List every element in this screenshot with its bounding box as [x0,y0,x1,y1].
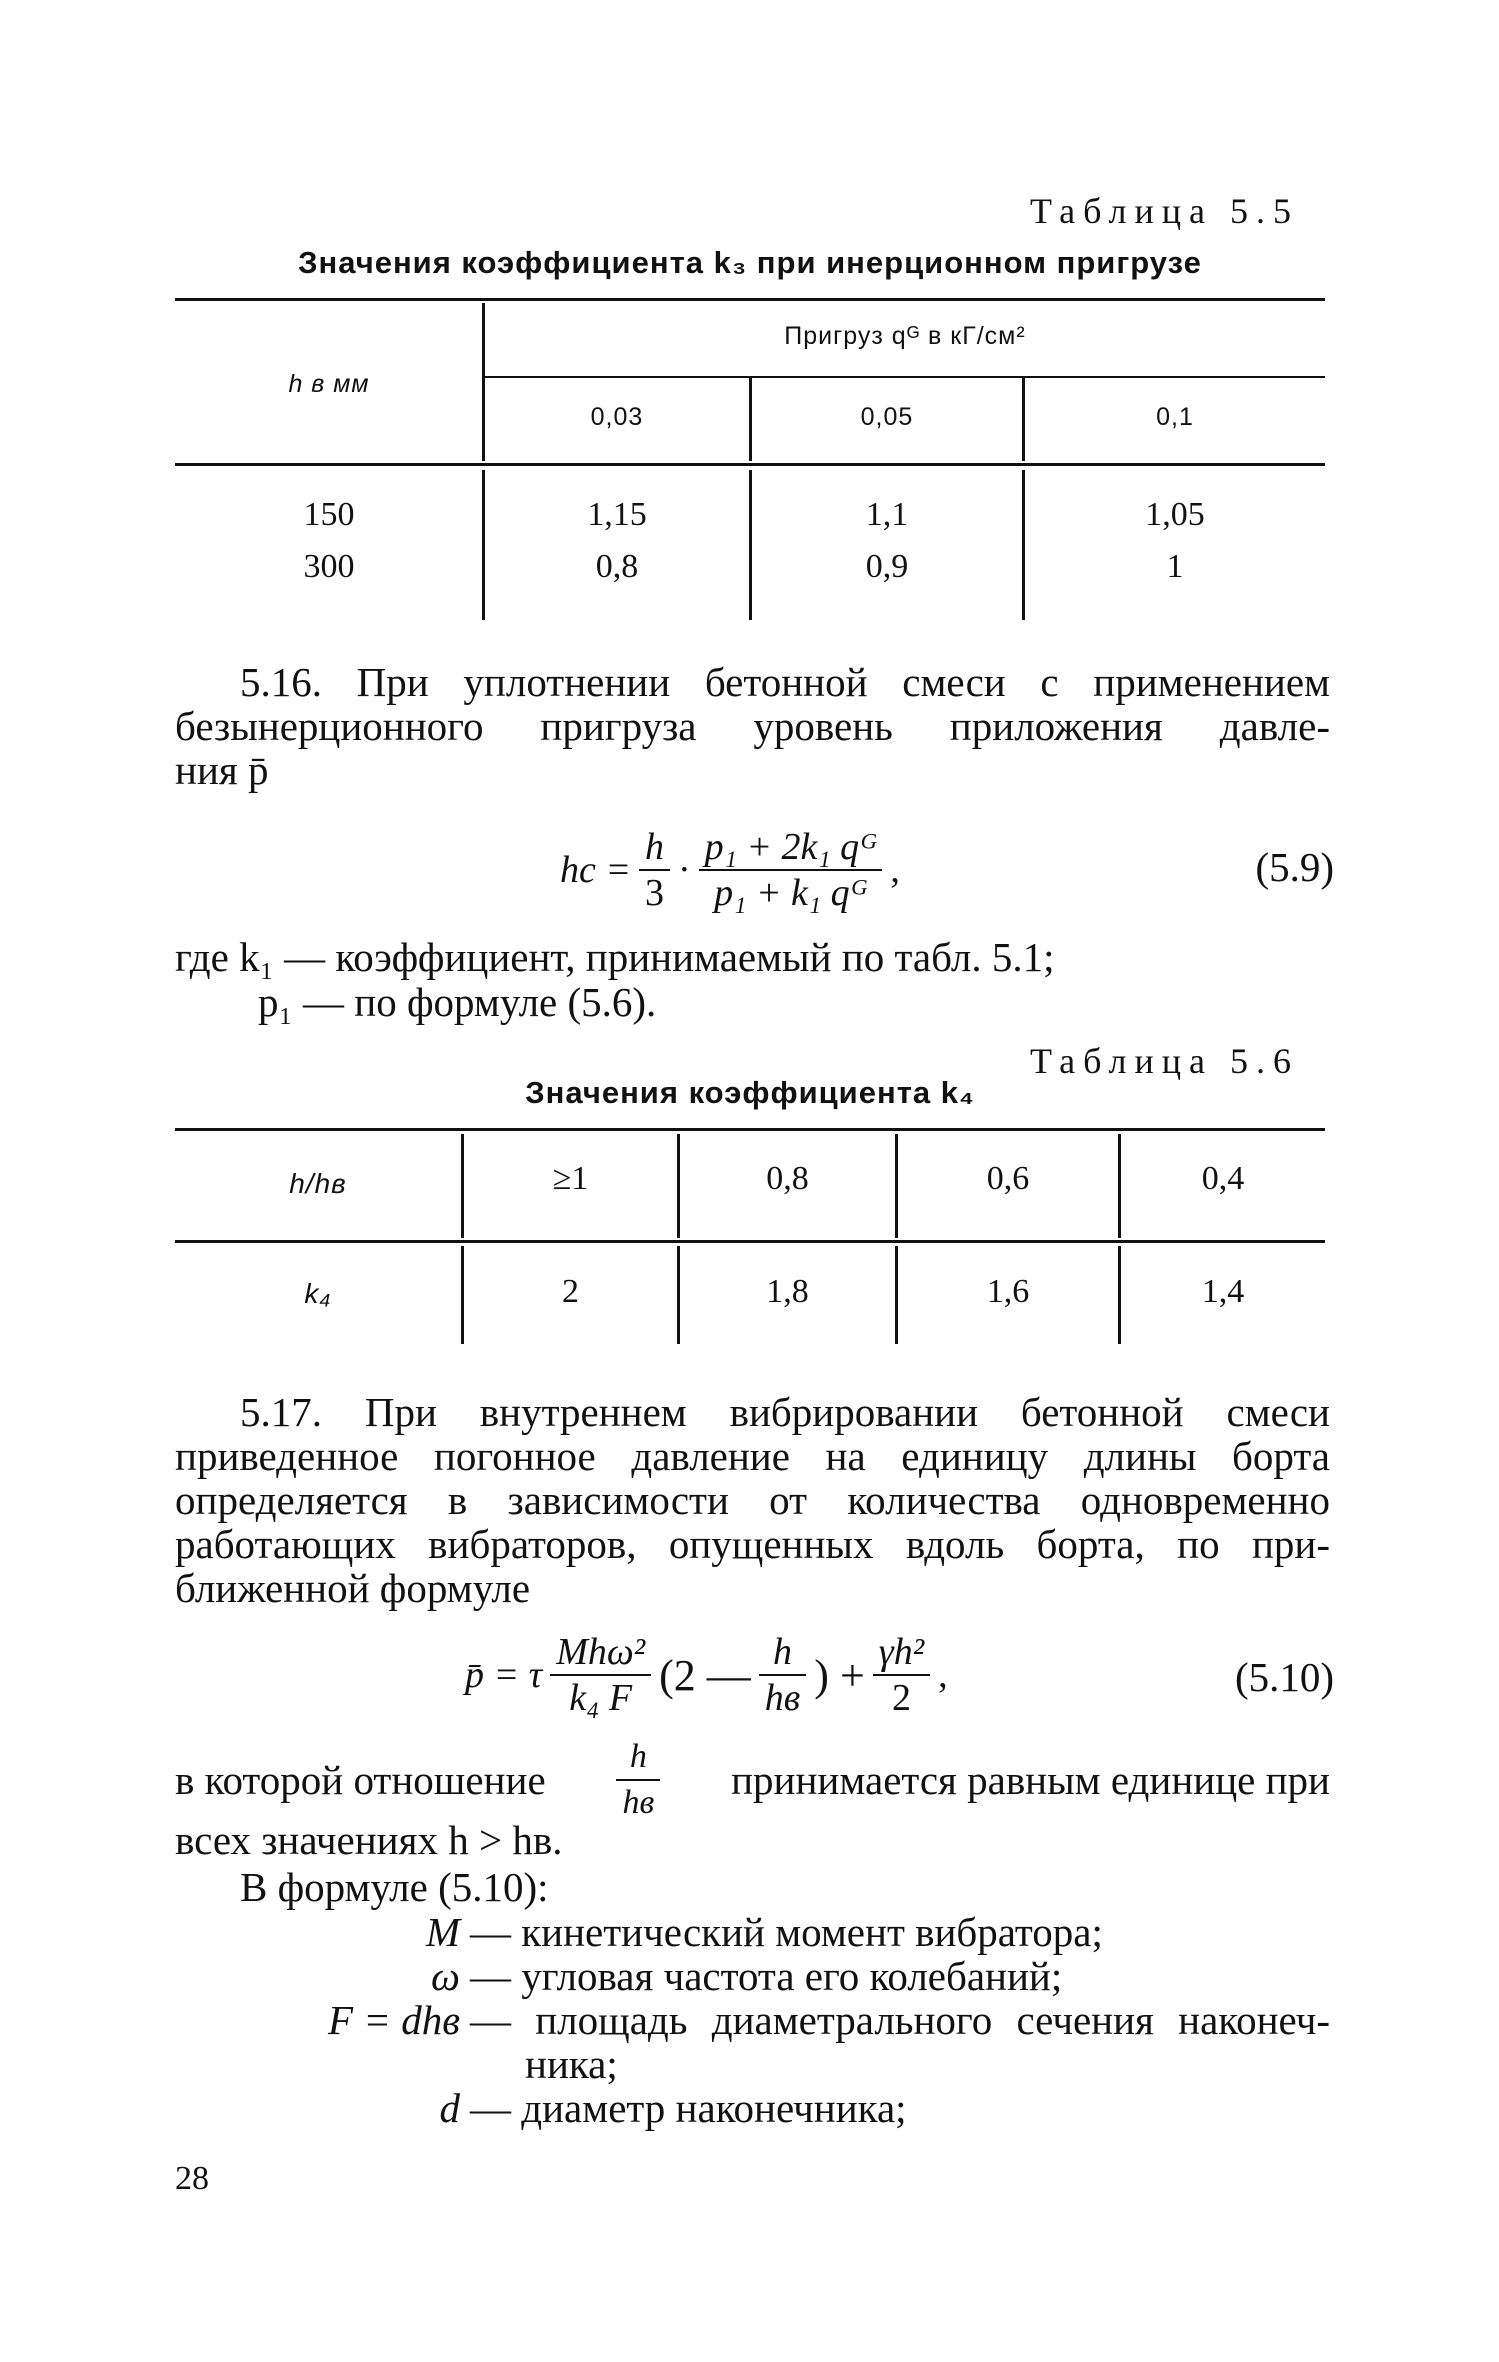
paragraph-line: ния p̄ [175,747,269,793]
definition-text: — угловая частота его колебаний; [470,1953,1063,1999]
table-5-5 [175,298,1325,628]
col-header-2: 0,1 [1156,403,1194,431]
formula-comma: , [890,849,900,891]
formula-number-5-10: (5.10) [1234,1654,1334,1700]
definition-symbol: ω [431,1953,460,1999]
where-line-2: p₁ — по формуле (5.6). [258,979,657,1025]
data-cell: 1,4 [1201,1273,1245,1310]
table-5-6-label: Таблица 5.6 [1030,1041,1299,1081]
fraction-numerator: γh² [873,1630,930,1676]
table-5-6-title: Значения коэффициента k₄ [525,1075,975,1110]
definition-symbol [175,2042,525,2086]
header-cell: h/hв [289,1168,347,1199]
col-header-0: 0,03 [590,403,644,431]
where-line-1: где k₁ — коэффициент, принимаемый по табл. 5.1; [175,934,1055,980]
table-row-h: 150 [303,496,355,533]
data-cell: 1,6 [986,1273,1030,1310]
row-header-h: h в мм [288,370,370,398]
data-cell: 1,8 [766,1273,809,1310]
fraction-denominator: p₁ + k₁ qᴳ [714,872,867,914]
col-header-1: 0,05 [860,403,914,431]
formula-fraction [550,1630,651,1720]
definition-symbol: F = dhв [327,1997,460,2043]
table-5-6 [175,1128,1325,1348]
fraction-numerator: p₁ + 2k₁ qᴳ [699,825,883,871]
table-cell: 1 [1166,548,1184,585]
formula-paren-close: ) + [814,1650,865,1700]
table-cell: 0,8 [595,548,639,585]
header-cell: 0,8 [766,1160,809,1197]
ratio-line [175,1735,1330,1825]
table-5-5-title: Значения коэффициента k₃ при инерционном пригрузе [298,245,1202,280]
formula-lhs: p̄ = τ [465,1654,543,1696]
data-cell: k₄ [304,1278,332,1309]
fraction-denominator: hв [764,1677,801,1719]
fraction-denominator: k₄ F [569,1677,633,1719]
definition-row [175,1998,1330,2042]
header-cell: 0,4 [1201,1160,1245,1197]
page-number: 28 [175,2160,209,2197]
fraction-denominator: 2 [891,1677,911,1719]
formula-5-10 [465,1620,948,1730]
all-values-line: всех значениях h > hв. [175,1817,563,1863]
definition-text: — площадь диаметрального сечения наконеч- [470,1997,1330,2043]
paragraph-line: работающих вибраторов, опущенных вдоль борта, по при- [175,1521,1330,1567]
definition-text: — диаметр наконечника; [470,2085,907,2131]
definition-row [175,1954,1330,1998]
table-cell: 0,9 [865,548,909,585]
formula-lhs: hc = [560,849,632,891]
fraction-numerator: Mhω² [550,1630,651,1676]
ratio-after: принимается равным единице при [731,1757,1330,1803]
section-5-17-text [175,1390,1330,1610]
definitions-list [175,1910,1330,2130]
definition-symbol: d [439,2085,460,2131]
table-cell: 1,15 [587,496,647,533]
paragraph-line: ближенной формуле [175,1565,531,1611]
fraction-denominator: hв [622,1784,655,1821]
fraction-numerator: h [759,1630,807,1676]
data-cell: 2 [562,1273,579,1310]
fraction-numerator: h [616,1735,660,1781]
formula-fraction [873,1630,930,1720]
paragraph-line: 5.17. При внутреннем вибрировании бетонной смеси [240,1389,1330,1435]
paragraph-line: 5.16. При уплотнении бетонной смеси с применением [240,659,1330,705]
definition-text: ника; [525,2041,618,2087]
ratio-fraction [616,1735,660,1825]
group-header-load: Пригруз qᴳ в кГ/см² [784,322,1026,350]
ratio-before: в которой отношение [175,1757,546,1803]
section-5-16-text [175,660,1330,792]
formula-fraction [759,1630,807,1720]
definition-row [175,1910,1330,1954]
definition-row [175,2042,1330,2086]
paragraph-line: приведенное погонное давление на единицу длины борта [175,1433,1330,1479]
table-cell: 1,1 [865,496,909,533]
in-formula-line: В формуле (5.10): [240,1864,549,1910]
table-5-5-label: Таблица 5.5 [1030,191,1299,231]
formula-comma: , [938,1654,948,1696]
fraction-denominator: 3 [645,872,665,914]
formula-fraction [639,825,670,915]
header-cell: ≥1 [552,1160,589,1197]
formula-paren-open: (2 — [659,1650,751,1700]
formula-5-9 [560,815,900,925]
definition-symbol: M [425,1909,460,1955]
formula-number-5-9: (5.9) [1255,844,1334,890]
paragraph-line: безынерционного пригруза уровень приложения давле- [175,703,1330,749]
multiply-dot: · [678,849,691,891]
definition-row [175,2086,1330,2130]
paragraph-line: определяется в зависимости от количества одновременно [175,1477,1330,1523]
table-row-h: 300 [303,548,355,585]
table-cell: 1,05 [1145,496,1205,533]
definition-text: — кинетический момент вибратора; [470,1909,1103,1955]
fraction-numerator: h [639,825,670,871]
formula-fraction [699,825,883,915]
header-cell: 0,6 [986,1160,1030,1197]
